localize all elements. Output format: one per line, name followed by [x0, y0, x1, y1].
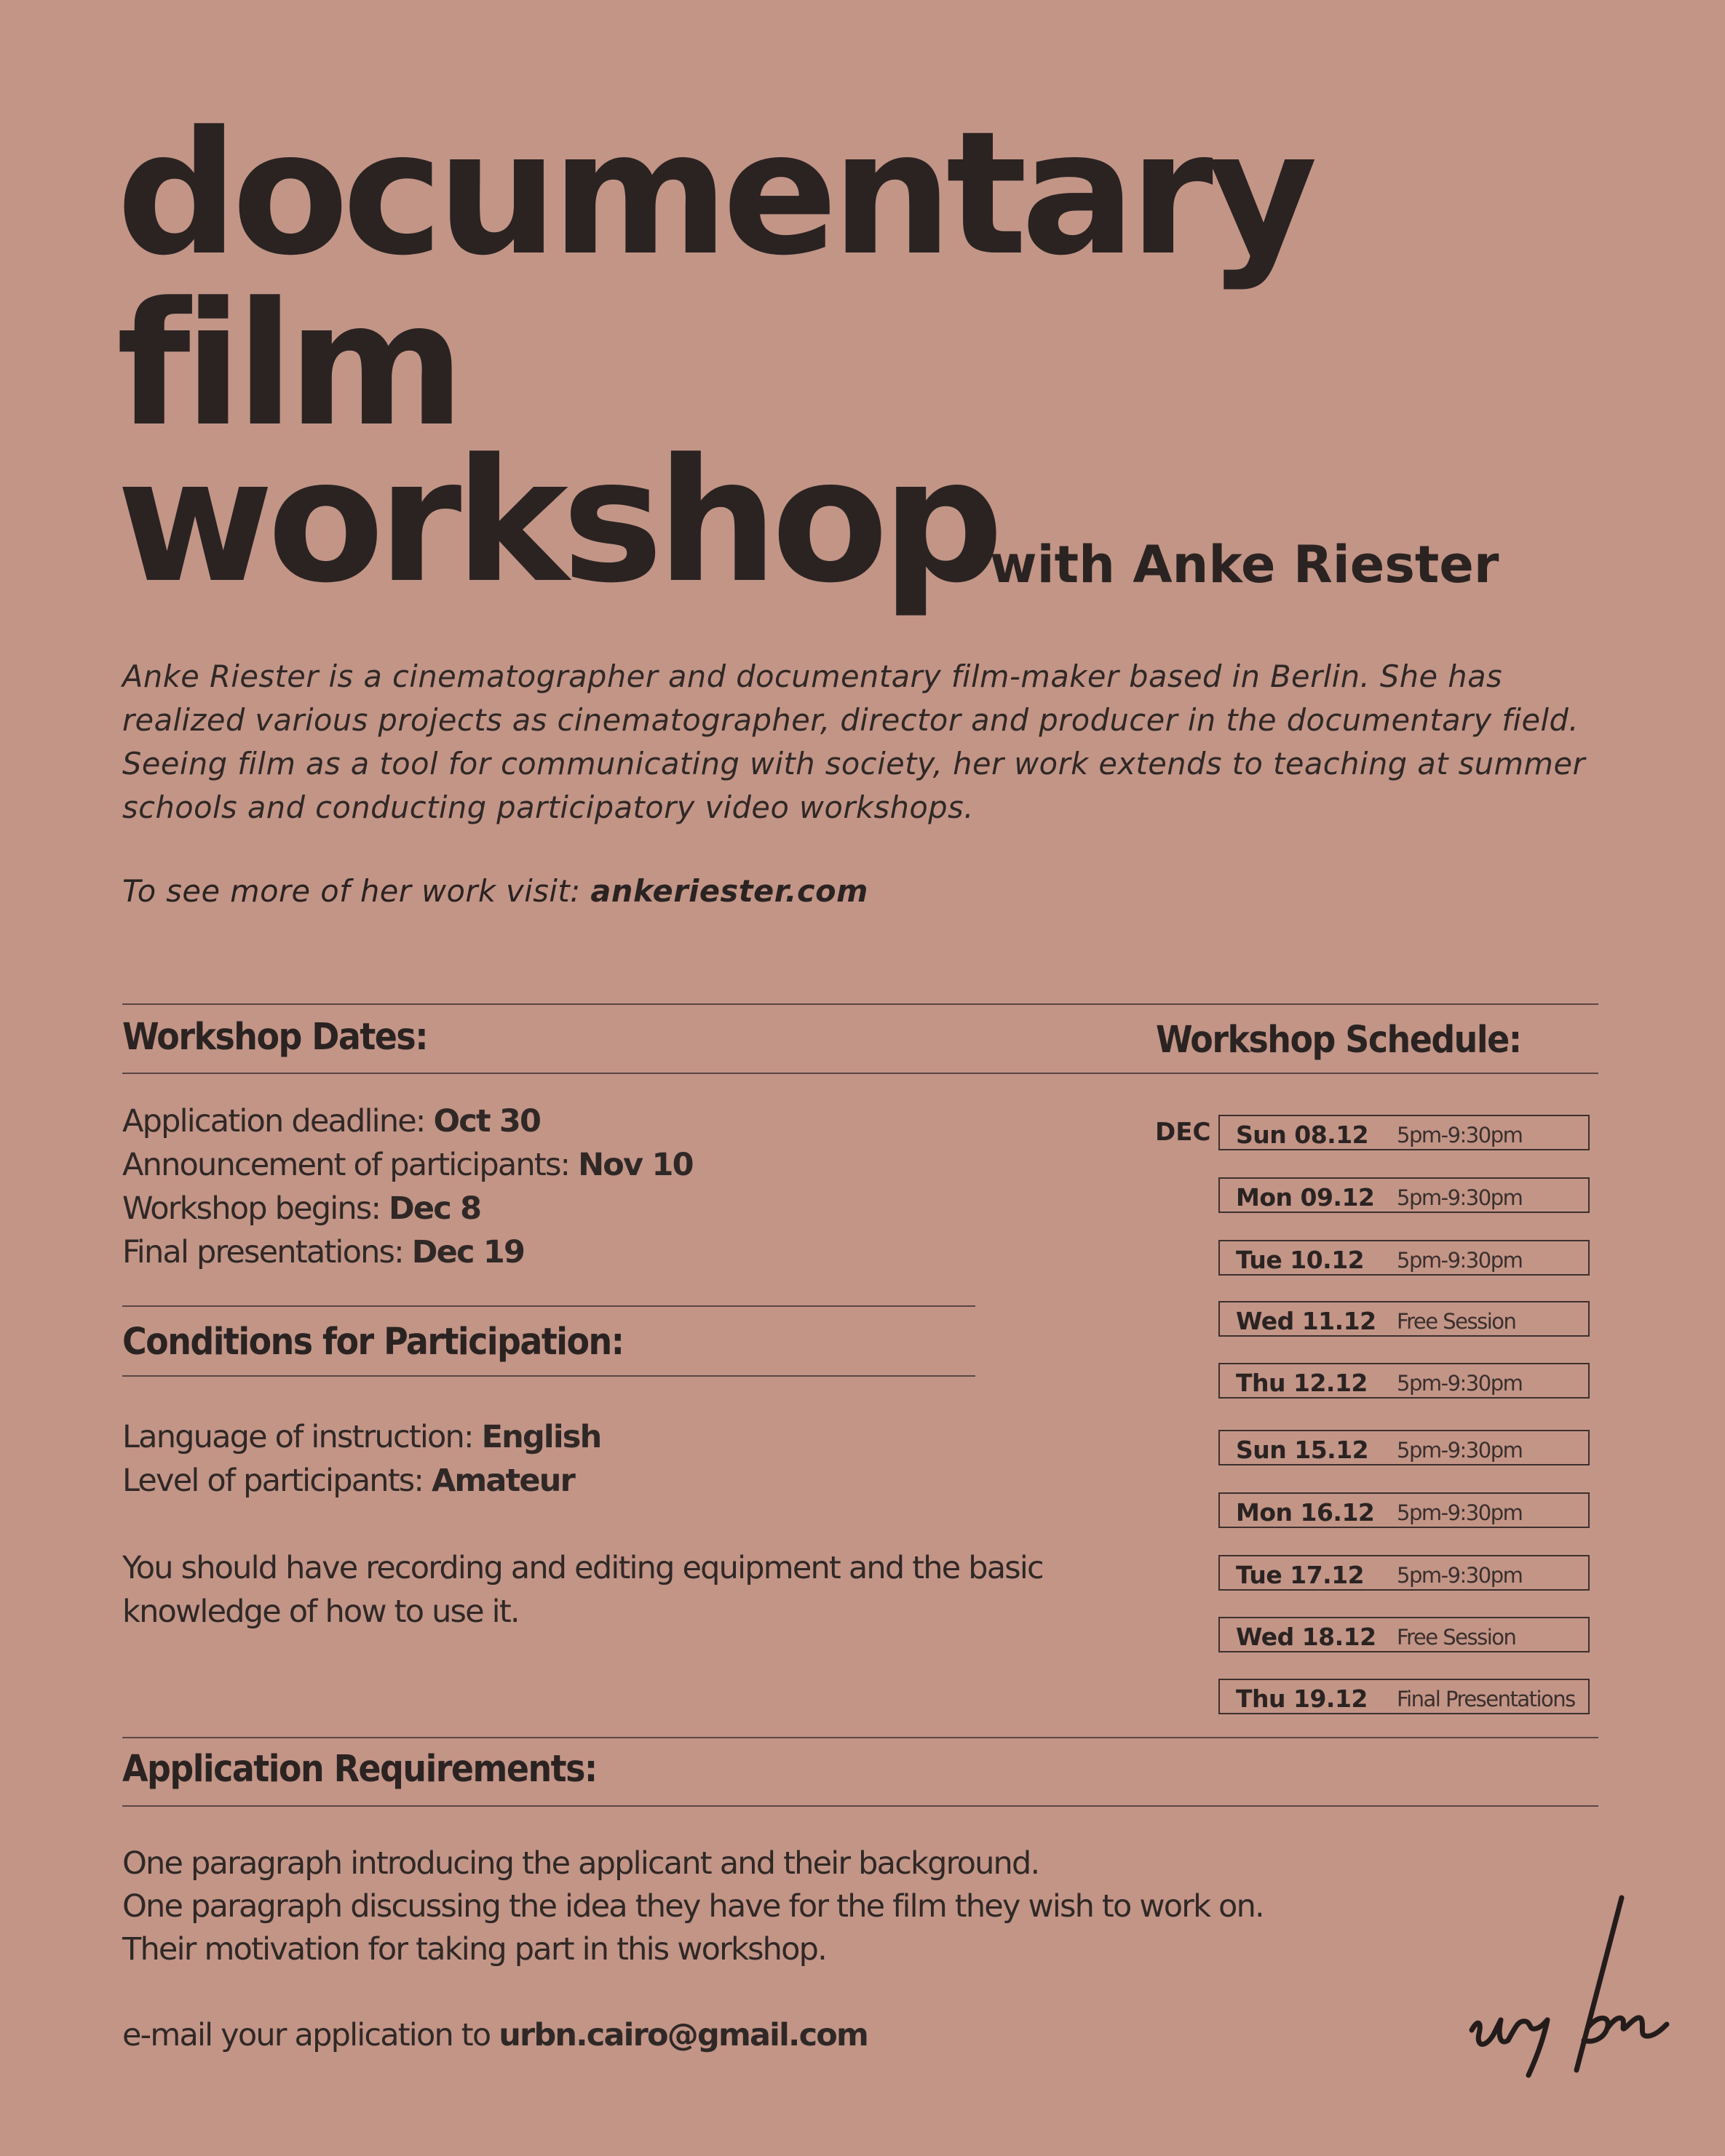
requirement-item: One paragraph introducing the applicant and their background.	[122, 1845, 1039, 1882]
schedule-row	[1218, 1555, 1590, 1591]
schedule-time: 5pm-9:30pm	[1397, 1185, 1523, 1210]
condition-level: Level of participants: Amateur	[122, 1463, 574, 1499]
urbn-signature-logo	[1456, 1885, 1674, 2081]
schedule-day: Mon 16.12	[1236, 1498, 1375, 1527]
workshop-schedule-heading: Workshop Schedule:	[1156, 1019, 1521, 1062]
schedule-day: Tue 10.12	[1236, 1246, 1365, 1274]
divider-requirements-top	[122, 1737, 1598, 1738]
instructor-subtitle: with Anke Riester	[990, 535, 1499, 594]
schedule-day: Thu 12.12	[1236, 1369, 1368, 1397]
schedule-day: Sun 15.12	[1236, 1436, 1369, 1464]
workshop-dates-heading: Workshop Dates:	[122, 1016, 428, 1059]
visit-line	[122, 873, 868, 909]
date-announcement: Announcement of participants: Nov 10	[122, 1147, 693, 1183]
schedule-time: 5pm-9:30pm	[1397, 1563, 1523, 1588]
schedule-time: 5pm-9:30pm	[1397, 1371, 1523, 1396]
condition-note-line-1: You should have recording and editing equipment and the basic	[122, 1550, 1043, 1586]
schedule-day: Mon 09.12	[1236, 1183, 1375, 1212]
conditions-heading: Conditions for Participation:	[122, 1321, 624, 1364]
bio-paragraph: Anke Riester is a cinematographer and documentary film-maker based in Berlin. She has realized various projects as cinematographer, director and producer in the documentary field. Seeing film as a tool for communicating with society, her work extends to teaching at summer schools and conducting participatory video workshops.	[122, 659, 1586, 825]
website-link[interactable]: ankeriester.com	[590, 873, 868, 909]
divider-dates	[122, 1073, 1598, 1074]
visit-label: To see more of her work visit:	[122, 873, 581, 909]
schedule-time: 5pm-9:30pm	[1397, 1123, 1523, 1147]
schedule-row	[1218, 1617, 1590, 1652]
schedule-row	[1218, 1492, 1590, 1528]
requirements-heading: Application Requirements:	[122, 1748, 597, 1791]
title-line-documentary: documentary	[116, 95, 1312, 293]
schedule-day: Sun 08.12	[1236, 1121, 1369, 1149]
divider-requirements	[122, 1805, 1598, 1807]
schedule-row	[1218, 1240, 1590, 1276]
date-application-deadline: Application deadline: Oct 30	[122, 1103, 541, 1139]
requirement-item: One paragraph discussing the idea they have for the film they wish to work on.	[122, 1888, 1264, 1925]
schedule-row	[1218, 1301, 1590, 1337]
schedule-day: Wed 11.12	[1236, 1307, 1376, 1335]
schedule-row	[1218, 1363, 1590, 1399]
schedule-day: Thu 19.12	[1236, 1684, 1368, 1713]
schedule-day: Tue 17.12	[1236, 1561, 1365, 1589]
schedule-time: 5pm-9:30pm	[1397, 1438, 1523, 1463]
date-workshop-begins: Workshop begins: Dec 8	[122, 1190, 481, 1227]
requirement-item: Their motivation for taking part in this workshop.	[122, 1931, 827, 1968]
schedule-time: 5pm-9:30pm	[1397, 1248, 1523, 1273]
schedule-day: Wed 18.12	[1236, 1623, 1376, 1651]
schedule-time: Free Session	[1397, 1625, 1516, 1650]
condition-language: Language of instruction: English	[122, 1419, 601, 1455]
schedule-time: 5pm-9:30pm	[1397, 1500, 1523, 1525]
schedule-time: Final Presentations	[1397, 1687, 1575, 1711]
schedule-row	[1218, 1430, 1590, 1465]
schedule-month-label: DEC	[1155, 1118, 1211, 1147]
date-final-presentations: Final presentations: Dec 19	[122, 1234, 525, 1270]
divider-conditions-top	[122, 1305, 975, 1307]
divider-conditions	[122, 1375, 975, 1377]
title-line-film: film	[116, 266, 459, 464]
schedule-row	[1218, 1115, 1590, 1150]
condition-note-line-2: knowledge of how to use it.	[122, 1594, 519, 1630]
schedule-time: Free Session	[1397, 1309, 1516, 1334]
schedule-row	[1218, 1177, 1590, 1213]
divider-top	[122, 1003, 1598, 1005]
email-link[interactable]: urbn.cairo@gmail.com	[499, 2017, 868, 2053]
schedule-row	[1218, 1679, 1590, 1714]
email-line	[122, 2017, 868, 2053]
email-label: e-mail your application to	[122, 2017, 491, 2053]
title-line-workshop: workshop	[116, 423, 998, 621]
